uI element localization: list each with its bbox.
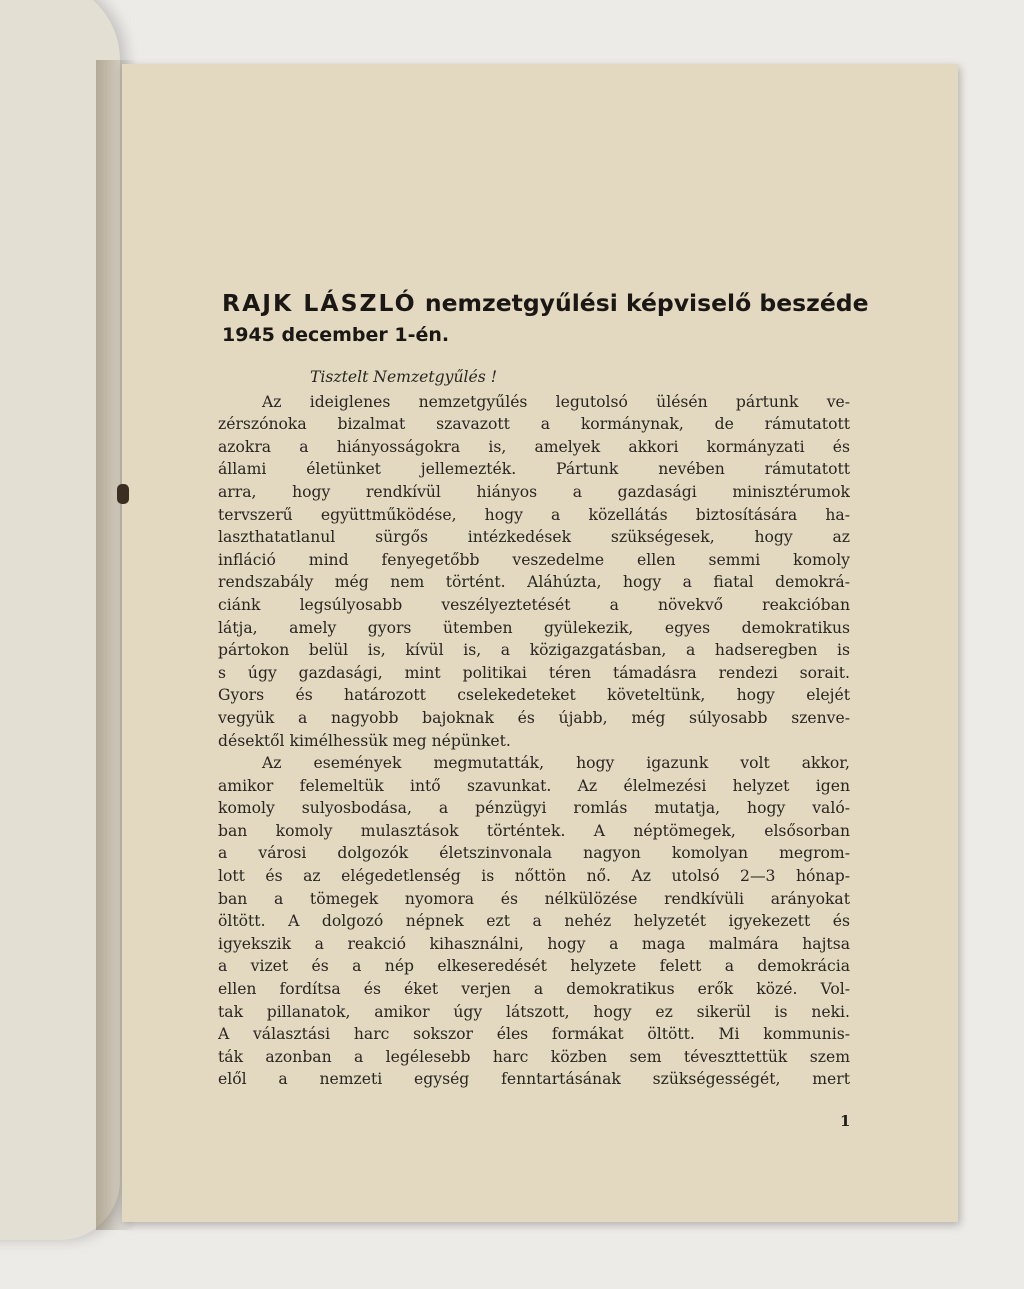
text-line: s úgy gazdasági, mint politikai téren támadásra rendezi sorait. bbox=[218, 663, 850, 682]
text-line: látja, amely gyors ütemben gyülekezik, egyes demokratikus bbox=[218, 618, 850, 637]
page-number: 1 bbox=[840, 1112, 851, 1130]
text-line: vegyük a nagyobb bajoknak és újabb, még súlyosabb szenve- bbox=[218, 708, 850, 727]
text-line: elől a nemzeti egység fenntartásának szükségességét, mert bbox=[218, 1070, 850, 1089]
page-subtitle: 1945 december 1-én. bbox=[222, 324, 450, 346]
speech-body bbox=[218, 366, 850, 1091]
text-line: lott és az elégedetlenség is nőttön nő. Az utolsó 2—3 hónap- bbox=[218, 867, 850, 886]
text-line: igyekszik a reakció kihasználni, hogy a maga malmára hajtsa bbox=[218, 934, 850, 953]
document-page bbox=[122, 64, 958, 1222]
text-line: arra, hogy rendkívül hiányos a gazdasági minisztérumok bbox=[218, 482, 850, 501]
text-line: a vizet és a nép elkeseredését helyzete felett a demokrácia bbox=[218, 957, 850, 976]
text-line: désektől kimélhessük meg népünket. bbox=[218, 731, 511, 750]
text-line: ellen fordítsa és éket verjen a demokratikus erők közé. Vol- bbox=[218, 980, 850, 999]
text-line: tervszerű együttműködése, hogy a közellátás biztosítására ha- bbox=[218, 505, 850, 524]
text-line: A választási harc sokszor éles formákat öltött. Mi kommunis- bbox=[218, 1025, 850, 1044]
title-rest: nemzetgyűlési képviselő beszéde bbox=[424, 289, 869, 317]
text-line: ták azonban a legélesebb harc közben sem téveszttettük szem bbox=[218, 1047, 850, 1066]
text-line: Az események megmutatták, hogy igazunk volt akkor, bbox=[262, 754, 850, 773]
binding-staple bbox=[117, 484, 129, 504]
text-line: ban a tömegek nyomora és nélkülözése rendkívüli arányokat bbox=[218, 889, 850, 908]
text-line: Gyors és határozott cselekedeteket követeltünk, hogy elejét bbox=[218, 686, 850, 705]
text-line: ban komoly mulasztások történtek. A néptömegek, elsősorban bbox=[218, 821, 850, 840]
text-line: öltött. A dolgozó népnek ezt a nehéz helyzetét igyekezett és bbox=[218, 912, 850, 931]
text-line: amikor felemeltük intő szavunkat. Az élelmezési helyzet igen bbox=[218, 776, 850, 795]
text-line: Az ideiglenes nemzetgyűlés legutolsó ülésén pártunk ve- bbox=[262, 392, 850, 411]
text-line: komoly sulyosbodása, a pénzügyi romlás mutatja, hogy való- bbox=[218, 799, 850, 818]
text-line: zérszónoka bizalmat szavazott a kormánynak, de rámutatott bbox=[218, 415, 850, 434]
text-line: ciánk legsúlyosabb veszélyeztetését a növekvő reakcióban bbox=[218, 595, 850, 614]
page-title bbox=[222, 286, 882, 320]
text-line: infláció mind fenyegetőbb veszedelme ellen semmi komoly bbox=[218, 550, 850, 569]
text-line: tak pillanatok, amikor úgy látszott, hogy ez sikerül is neki. bbox=[218, 1002, 850, 1021]
text-line: állami életünket jellemezték. Pártunk nevében rámutatott bbox=[218, 460, 850, 479]
text-line: rendszabály még nem történt. Aláhúzta, hogy a fiatal demokrá- bbox=[218, 573, 850, 592]
header bbox=[222, 286, 882, 350]
text-line: azokra a hiányosságokra is, amelyek akkori kormányzati és bbox=[218, 437, 850, 456]
text-line: laszthatatlanul sürgős intézkedések szükségesek, hogy az bbox=[218, 528, 850, 547]
text-line: a városi dolgozók életszinvonala nagyon komolyan megrom- bbox=[218, 844, 850, 863]
text-line: pártokon belül is, kívül is, a közigazgatásban, a hadseregben is bbox=[218, 641, 850, 660]
salutation: Tisztelt Nemzetgyűlés ! bbox=[310, 368, 497, 386]
title-name: RAJK LÁSZLÓ bbox=[222, 289, 417, 317]
